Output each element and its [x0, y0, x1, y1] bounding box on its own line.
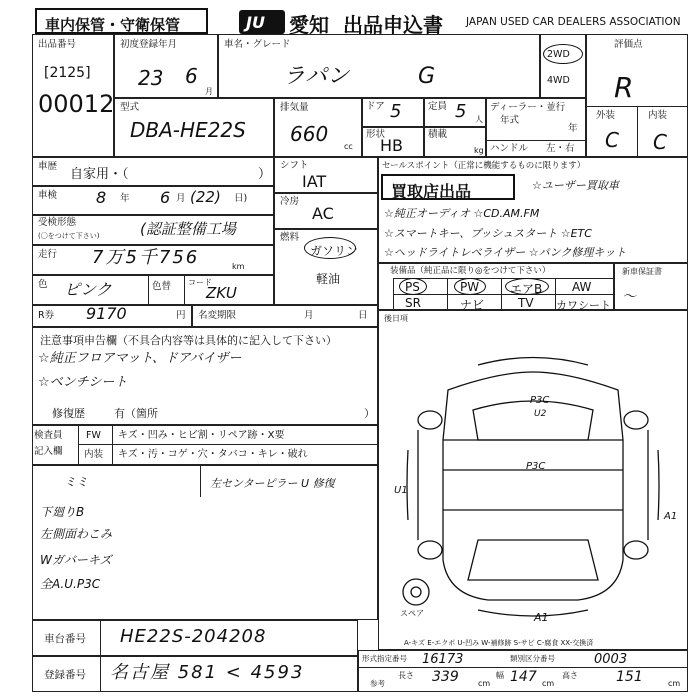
equip-ps[interactable]: PS: [405, 280, 420, 294]
chassis-label: 車台番号: [44, 633, 86, 645]
inspection-day-unit: 日): [234, 193, 248, 204]
equip-sr[interactable]: SR: [405, 296, 421, 310]
steering-options: 左・右: [546, 143, 575, 154]
color-code-label: コード: [188, 278, 212, 287]
logo-name: 愛知: [289, 13, 329, 37]
shape-value: HB: [380, 136, 404, 155]
acceptance-label: 受検形態: [38, 217, 77, 228]
ju-logo: [239, 10, 285, 34]
aircon-value: AC: [312, 204, 334, 223]
notes-label: 注意事項申告欄（不具合内容等は具体的に記入して下さい）: [40, 334, 337, 347]
form-title: 出品申込書: [343, 13, 443, 37]
remark-3: 下廻りB: [40, 505, 85, 519]
first-registration-month-unit: 月: [205, 87, 213, 96]
sales-point-4: ☆ヘッドライトレベライザー ☆パンク修理キット: [384, 246, 627, 259]
equip-airbag[interactable]: エアB: [510, 282, 543, 296]
recycle-value: 9170: [86, 304, 127, 323]
remark-2: 左センターピラー U 修復: [210, 477, 335, 490]
notes-line-2: ☆ベンチシート: [38, 375, 128, 390]
shift-value: IAT: [302, 172, 327, 191]
width-unit: cm: [542, 679, 555, 688]
storage-badge-text: 車内保管・守衛保管: [45, 16, 181, 34]
displacement-unit: cc: [344, 142, 353, 151]
model-value: DBA-HE22S: [130, 118, 246, 142]
doors-label: ドア: [366, 101, 385, 112]
rear-seat-label: 後日項: [384, 314, 408, 323]
first-registration-label: 初度登録年月: [120, 39, 178, 50]
length-value: 339: [432, 669, 459, 685]
registration-value: 名古屋 581 < 4593: [110, 662, 305, 683]
acceptance-value: (認証整備工場: [140, 220, 236, 238]
diagram-mark-p3c-1: P3C: [530, 395, 550, 406]
fuel-label: 燃料: [280, 232, 300, 243]
equipment-label: 装備品（純正品に限り◎をつけて下さい）: [390, 266, 551, 276]
shape-label: 形状: [366, 129, 386, 140]
chassis-value: HE22S-204208: [120, 626, 267, 647]
sales-point-1: ☆ユーザー買取車: [532, 179, 619, 192]
load-unit: kg: [474, 146, 484, 155]
association-name: JAPAN USED CAR DEALERS ASSOCIATION: [466, 16, 681, 28]
remark-5: Wガバーキズ: [40, 553, 112, 567]
width-value: 147: [510, 669, 537, 685]
buyback-badge-text: 買取店出品: [391, 182, 472, 201]
dealer-label: ディーラー・並行: [490, 102, 566, 113]
inspector-label-1: 検査員: [34, 430, 63, 441]
steering-label: ハンドル: [490, 143, 529, 154]
storage-badge: [35, 8, 208, 34]
model-label: 型式: [120, 102, 140, 113]
interior-items: キズ・汚・コゲ・穴・タバコ・キレ・破れ: [118, 449, 308, 460]
remark-1: ミミ: [64, 475, 89, 489]
inspector-label-2: 記入欄: [34, 446, 63, 457]
diagram-mark-p3c-2: P3C: [526, 461, 546, 472]
dealer-year-label: 年式: [500, 115, 520, 126]
diagram-mark-u1: U1: [394, 485, 408, 496]
name-change-day: 日: [358, 310, 368, 321]
inspection-day: (22): [190, 188, 221, 206]
capacity-label: 定員: [428, 101, 448, 112]
fw-label: FW: [86, 430, 101, 441]
mileage-unit: km: [232, 262, 245, 271]
equip-tv[interactable]: TV: [518, 296, 534, 310]
height-value: 151: [616, 669, 643, 685]
sales-point-3: ☆スマートキー、プッシュスタート ☆ETC: [384, 227, 592, 240]
circle-pw: [454, 278, 486, 295]
color-change-label: 色替: [152, 281, 172, 292]
equip-seat[interactable]: カワシート: [556, 299, 611, 312]
capacity-value: 5: [455, 101, 467, 122]
exterior-label: 外装: [596, 110, 616, 121]
recycle-label: R券: [38, 310, 55, 321]
lot-sub-number: [2125]: [44, 65, 91, 81]
repair-label: 修復歴: [52, 407, 85, 420]
doors-value: 5: [390, 101, 402, 122]
color-value: ピンク: [64, 280, 112, 299]
width-label: 幅: [496, 671, 504, 680]
capacity-unit: 人: [475, 115, 483, 124]
acceptance-sub: (〇をつけて下さい): [38, 232, 100, 240]
name-change-label: 名変期限: [198, 310, 237, 321]
type-value: 16173: [422, 652, 464, 667]
lot-label: 出品番号: [38, 39, 77, 50]
interior-grade: C: [653, 130, 667, 154]
grade-score-value: R: [614, 71, 634, 104]
car-diagram: [378, 310, 688, 650]
remark-6: 全A.U.P3C: [40, 577, 101, 591]
dealer-year-value: 年: [568, 123, 578, 134]
displacement-label: 排気量: [280, 102, 309, 113]
category-label: 類別区分番号: [510, 654, 555, 663]
sales-points-label: セールスポイント（正常に機能するものに限ります）: [382, 161, 586, 171]
car-name-label: 車名・グレード: [224, 39, 291, 50]
type-label: 形式指定番号: [362, 654, 407, 663]
spare-label: スペア: [400, 609, 424, 618]
history-close: ）: [258, 167, 272, 182]
inspection-month-unit: 月: [176, 193, 186, 204]
color-label: 色: [38, 279, 48, 290]
recycle-unit: 円: [176, 310, 186, 321]
length-unit: cm: [478, 679, 491, 688]
length-label: 長さ: [398, 671, 414, 680]
first-registration-year: 23: [138, 66, 164, 90]
history-label: 車歴: [38, 161, 58, 172]
inspection-month: 6: [160, 188, 171, 207]
color-code: ZKU: [206, 284, 237, 302]
circle-ps: [399, 278, 427, 295]
diagram-mark-u2: U2: [534, 409, 547, 419]
car-name-value: ラパン: [283, 64, 350, 89]
equip-pw[interactable]: PW: [460, 280, 480, 294]
aircon-label: 冷房: [280, 196, 300, 207]
load-label: 積載: [428, 129, 448, 140]
displacement-value: 660: [290, 122, 329, 146]
name-change-month: 月: [304, 310, 314, 321]
notes-line-1: ☆純正フロアマット、ドアバイザー: [38, 351, 242, 366]
fw-items: キズ・凹み・ヒビ割・リペア跡・X要: [118, 430, 285, 441]
ju-logo-mark: JU: [246, 13, 265, 32]
height-label: 高さ: [562, 671, 578, 680]
inspection-year: 8: [96, 188, 107, 207]
drive-4wd[interactable]: 4WD: [547, 75, 570, 86]
history-box: [32, 157, 274, 186]
height-unit: cm: [668, 679, 681, 688]
warranty-label: 新車保証書: [622, 267, 662, 276]
category-value: 0003: [594, 652, 628, 667]
car-grade-value: G: [418, 64, 436, 89]
mileage-label: 走行: [38, 249, 58, 260]
warranty-value: 〜: [622, 289, 636, 305]
diagram-mark-a1-side: A1: [664, 511, 678, 522]
repair-value: 有（箇所: [114, 407, 158, 420]
mileage-value: 7万5千756: [92, 247, 200, 268]
drive-2wd[interactable]: 2WD: [547, 49, 570, 60]
grade-score-label: 評価点: [614, 39, 643, 50]
ref-label: 参考: [370, 679, 385, 688]
interior-row-label: 内装: [84, 449, 104, 460]
fuel-gasoline[interactable]: ガソリン: [310, 244, 359, 258]
remark-4: 左側面わこみ: [40, 527, 113, 541]
diagram-legend: A-キズ E-エクボ U-凹み W-補修跡 S-サビ C-腐食 XX-交換済: [404, 639, 594, 647]
history-value: 自家用・（: [70, 167, 129, 182]
exterior-grade: C: [605, 128, 619, 152]
equip-aw[interactable]: AW: [572, 280, 592, 294]
registration-label: 登録番号: [44, 669, 86, 681]
first-registration-month: 6: [185, 64, 198, 88]
sales-point-2: ☆純正オーディオ ☆CD.AM.FM: [384, 207, 540, 220]
inspection-label: 車検: [38, 190, 58, 201]
inspection-year-unit: 年: [120, 193, 130, 204]
buyback-badge: [381, 174, 515, 200]
fuel-diesel[interactable]: 軽油: [316, 272, 341, 286]
lot-number: 00012: [38, 90, 115, 118]
diagram-mark-a1-rear: A1: [534, 611, 549, 624]
repair-close: ）: [364, 407, 375, 420]
shift-label: シフト: [280, 160, 309, 171]
equip-navi[interactable]: ナビ: [460, 298, 485, 312]
interior-label: 内装: [648, 110, 668, 121]
circle-airbag: [505, 278, 549, 295]
